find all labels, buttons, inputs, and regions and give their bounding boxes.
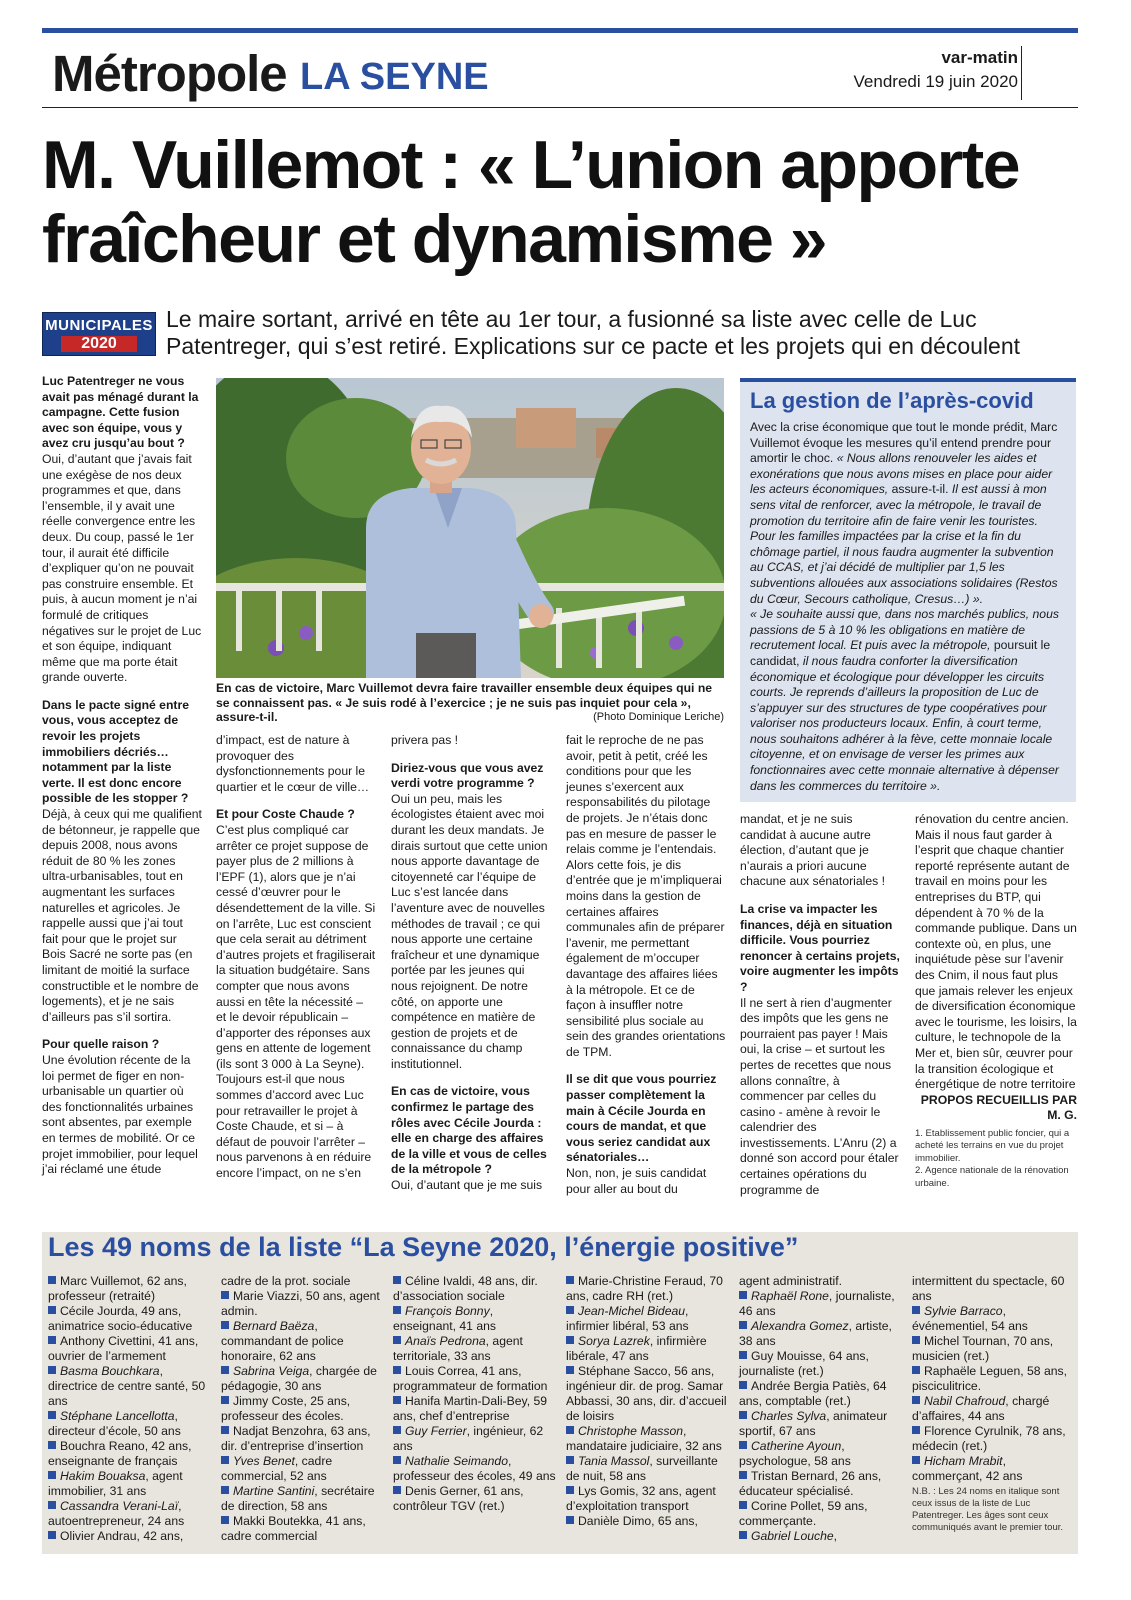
bullet-square-icon	[393, 1306, 401, 1314]
bullet-square-icon	[912, 1426, 920, 1434]
candidate-entry	[566, 1304, 732, 1334]
candidate-details: , événementiel, 54 ans	[912, 1304, 1028, 1333]
candidate-entry	[912, 1334, 1078, 1364]
box-attribution: poursuit le candidat,	[750, 638, 1051, 668]
candidate-entry	[221, 1514, 387, 1544]
candidate-details: , 25 ans, professeur des écoles.	[221, 1394, 351, 1423]
candidate-details: , surveillante de nuit, 58 ans	[566, 1454, 718, 1483]
bullet-square-icon	[48, 1531, 56, 1539]
column-3	[391, 733, 551, 1194]
caption-text: En cas de victoire, Marc Vuillemot devra faire travailler ensemble deux équipes qui ne se connaissent pas. « Je suis rodé à l’exercice ; je ne suis pas inquiet pour cela », assure-t-il.	[216, 681, 713, 725]
candidate-name: Marie-Christine Feraud	[578, 1274, 703, 1288]
candidate-name: Hakim Bouaksa	[60, 1469, 146, 1483]
candidate-details: , 56 ans, ingénieur dir. de prog. Samar Abbassi, 30 ans, dir. d’accueil de loisirs	[566, 1364, 727, 1423]
candidate-entry	[912, 1454, 1078, 1484]
candidate-details: , 62 ans, professeur (retraité)	[48, 1274, 187, 1303]
bullet-square-icon	[739, 1411, 747, 1419]
bullet-square-icon	[393, 1276, 401, 1284]
paper-name: var-matin	[941, 48, 1018, 67]
answer: Il ne sert à rien d’augmenter des impôts que les gens ne pourraient pas payer ! Mais oui, la crise – et surtout les pertes de recettes que nous allons connaître, à commencer par celles du casino - amène à revoir le calendrier des investissements. L’Anru (2) a donné son accord pour étaler certaines opérations du programme de	[740, 995, 899, 1197]
candidate-details: , chargé d’affaires, 44 ans	[912, 1394, 1050, 1423]
list-note: N.B. : Les 24 noms en italique sont ceux issus de la liste de Luc Patentreger. Les âges sont ceux communiqués avant le premier tour.	[912, 1486, 1064, 1533]
candidate-name: Raphaël Rone	[751, 1289, 829, 1303]
candidate-name: Danièle Dimo	[578, 1514, 652, 1528]
section-header	[42, 40, 1078, 108]
candidate-details: , 41 ans, ouvrier de l’armement	[48, 1334, 199, 1363]
answer: Une évolution récente de la loi permet de figer en non-urbanisable un quartier où des fonctionnalités urbaines sont absentes, par exemple en termes de mobilité. Or ce projet immobilier, pour lequel j’ai réclamé une étude	[42, 1052, 198, 1177]
candidate-entry	[912, 1304, 1078, 1334]
candidate-entry	[48, 1274, 214, 1304]
candidate-details: , chargée de pédagogie, 30 ans	[221, 1364, 377, 1393]
candidate-details: , agent territoriale, 33 ans	[393, 1334, 523, 1363]
candidate-details: , cadre commercial, 52 ans	[221, 1454, 333, 1483]
candidate-entry	[221, 1364, 387, 1394]
candidate-details: , ingénieur, 62 ans	[393, 1424, 544, 1453]
candidate-entry	[566, 1514, 732, 1529]
candidate-details: , 64 ans, comptable (ret.)	[739, 1379, 887, 1408]
candidate-entry	[393, 1274, 559, 1304]
candidate-entry	[566, 1334, 732, 1364]
candidate-name: Florence Cyrulnik	[924, 1424, 1019, 1438]
bullet-square-icon	[393, 1366, 401, 1374]
box-text	[750, 420, 1066, 794]
candidate-details: , infirmier libéral, 53 ans	[566, 1304, 689, 1333]
candidate-entry	[739, 1439, 905, 1469]
bullet-square-icon	[393, 1336, 401, 1344]
candidate-entry	[912, 1274, 1078, 1304]
candidate-entry	[566, 1274, 732, 1304]
candidate-name: Catherine Ayoun	[751, 1439, 842, 1453]
candidate-details: , 48 ans, dir. d’association sociale	[393, 1274, 538, 1303]
bullet-square-icon	[48, 1411, 56, 1419]
box-attribution: assure-t-il.	[891, 482, 949, 497]
section-name: Métropole	[52, 45, 287, 102]
candidate-details: , 41 ans, programmateur de formation	[393, 1364, 548, 1393]
bullet-square-icon	[739, 1321, 747, 1329]
bullet-square-icon	[221, 1366, 229, 1374]
candidate-entry	[739, 1349, 905, 1379]
candidate-name: Michel Tournan	[924, 1334, 1007, 1348]
candidate-details: , 70 ans, musicien (ret.)	[912, 1334, 1054, 1363]
candidate-entry	[566, 1454, 732, 1484]
bullet-square-icon	[739, 1441, 747, 1449]
candidate-name: Bernard Baëza	[233, 1319, 315, 1333]
candidate-name: Nathalie Seimando	[405, 1454, 508, 1468]
candidate-details: , 50 ans, agent admin.	[221, 1289, 380, 1318]
masthead-info	[854, 48, 1018, 92]
candidate-details: , 64 ans, journaliste (ret.)	[739, 1349, 869, 1378]
candidate-details: , infirmière libérale, 47 ans	[566, 1334, 707, 1363]
candidate-details: , professeur des écoles, 49 ans	[393, 1454, 556, 1483]
bullet-square-icon	[221, 1291, 229, 1299]
candidate-entry	[48, 1409, 214, 1439]
bullet-square-icon	[221, 1426, 229, 1434]
box-quote: Il est aussi à mon sens vital de renforcer, avec la métropole, le travail de promotion du territoire afin de faire venir les touristes. Pour les familles impactées par la crise et la fin du chômage partiel, il nous faudra augmenter la subvention au CCAS, et j’ai décidé de multiplier par 1,5 les subventions allouées aux associations solidaires (Restos du Cœur, Secours catholique, Cresus…) ».	[750, 482, 1058, 606]
candidate-entry	[221, 1289, 387, 1319]
bullet-square-icon	[221, 1396, 229, 1404]
candidate-column	[48, 1274, 214, 1544]
candidate-name: Olivier Andrau	[60, 1529, 137, 1543]
bullet-square-icon	[48, 1471, 56, 1479]
candidate-name: Sorya Lazrek	[578, 1334, 650, 1348]
bullet-square-icon	[912, 1336, 920, 1344]
photo-illustration	[216, 378, 724, 678]
column-4	[566, 733, 726, 1197]
candidate-entry	[739, 1274, 905, 1289]
candidate-name: Jimmy Coste	[233, 1394, 304, 1408]
candidate-entry	[221, 1319, 387, 1364]
candidate-details: , 41 ans, cadre commercial	[221, 1514, 366, 1543]
candidate-details: , animateur sportif, 67 ans	[739, 1409, 888, 1438]
candidate-entry	[739, 1529, 905, 1544]
candidate-details: cadre de la prot. sociale	[221, 1274, 351, 1288]
candidate-column	[739, 1274, 905, 1544]
candidate-details: , 42 ans, enseignante de français	[48, 1439, 192, 1468]
candidate-entry	[393, 1484, 559, 1514]
candidate-name: Marc Vuillemot	[60, 1274, 141, 1288]
answer: mandat, et je ne suis candidat à aucune autre élection, d’autant que je n’aurais a priori aucune chacune aux sénatoriales !	[740, 812, 885, 889]
candidate-entry	[48, 1499, 214, 1529]
candidate-name: Nadjat Benzohra	[233, 1424, 324, 1438]
box-quote: « Je souhaite aussi que, dans nos marchés publics, nous passions de 5 à 10 % les obligations en matière de recrutement local. Et puis avec la métropole,	[750, 607, 1059, 653]
candidate-entry	[393, 1424, 559, 1454]
candidate-name: Marie Viazzi	[233, 1289, 300, 1303]
answer: privera pas !	[391, 733, 459, 747]
bullet-square-icon	[566, 1276, 574, 1284]
bullet-square-icon	[739, 1471, 747, 1479]
candidate-details: , 58 ans, pisciculitrice.	[912, 1364, 1067, 1393]
bullet-square-icon	[221, 1321, 229, 1329]
photo-marc-vuillemot	[216, 378, 724, 678]
question: En cas de victoire, vous confirmez le partage des rôles avec Cécile Jourda : elle en charge des affaires de la ville et vous de celles de la métropole ?	[391, 1084, 547, 1177]
candidate-entry	[739, 1469, 905, 1499]
box-title: La gestion de l’après-covid	[750, 388, 1034, 413]
list-title: Les 49 noms de la liste “La Seyne 2020, l’énergie positive”	[48, 1232, 799, 1262]
candidate-entry	[393, 1304, 559, 1334]
candidate-details: , autoentrepreneur, 24 ans	[48, 1499, 185, 1528]
candidate-name: Sylvie Barraco	[924, 1304, 1003, 1318]
answer: rénovation du centre ancien. Mais il nous faut garder à l’esprit que chaque chantier reporté représente autant de travail en moins pour les entreprises du BTP, qui dépendent à 70 % de la commande publique. Dans un contexte où, en plus, une inquiétude pèse sur l’avenir des Cnim, il nous faut plus que jamais relever les enjeux de diversification économique avec le tourisme, les loisirs, la culture, le technopole de la Mer et, bien sûr, œuvrer pour la transition écologique et énergétique de notre territoire	[915, 812, 1077, 1092]
column-1	[42, 374, 202, 1178]
bullet-square-icon	[566, 1306, 574, 1314]
candidate-name: Anthony Civettini	[60, 1334, 152, 1348]
candidate-name: Bouchra Reano	[60, 1439, 145, 1453]
candidate-entry	[48, 1469, 214, 1499]
candidate-details: , commandant de police honoraire, 62 ans	[221, 1319, 344, 1363]
candidate-details: , enseignant, 41 ans	[393, 1304, 496, 1333]
candidate-name: Charles Sylva	[751, 1409, 827, 1423]
bullet-square-icon	[393, 1396, 401, 1404]
candidate-column	[912, 1274, 1078, 1534]
bullet-square-icon	[912, 1456, 920, 1464]
bullet-square-icon	[912, 1306, 920, 1314]
candidate-entry	[221, 1394, 387, 1424]
candidate-details: , 63 ans, dir. d’entreprise d’insertion	[221, 1424, 371, 1453]
candidate-details: , 49 ans, animatrice socio-éducative	[48, 1304, 193, 1333]
bullet-square-icon	[48, 1276, 56, 1284]
candidate-details: , 65 ans,	[651, 1514, 698, 1528]
candidate-details: agent administratif.	[739, 1274, 842, 1288]
candidate-name: Lys Gomis	[578, 1484, 636, 1498]
bullet-square-icon	[393, 1456, 401, 1464]
candidate-name: Gabriel Louche	[751, 1529, 834, 1543]
candidate-details: , agent immobilier, 31 ans	[48, 1469, 183, 1498]
candidate-entry	[393, 1334, 559, 1364]
bullet-square-icon	[393, 1486, 401, 1494]
candidate-entry	[912, 1364, 1078, 1394]
candidate-name: Andrée Bergia Patiès	[751, 1379, 867, 1393]
bullet-square-icon	[566, 1336, 574, 1344]
municipales-badge	[42, 312, 156, 356]
badge-year: 2020	[61, 336, 137, 352]
bullet-square-icon	[48, 1501, 56, 1509]
candidate-details: , commerçant, 42 ans	[912, 1454, 1023, 1483]
candidate-column	[566, 1274, 732, 1529]
candidate-name: Jean-Michel Bideau	[578, 1304, 686, 1318]
footnotes	[915, 1128, 1077, 1191]
candidate-entry	[48, 1439, 214, 1469]
candidate-name: Christophe Masson	[578, 1424, 683, 1438]
candidate-details: , directrice de centre santé, 50 ans	[48, 1364, 206, 1408]
candidate-details: intermittent du spectacle, 60 ans	[912, 1274, 1065, 1303]
bullet-square-icon	[912, 1396, 920, 1404]
candidate-details: , 78 ans, médecin (ret.)	[912, 1424, 1066, 1453]
question: La crise va impacter les finances, déjà en situation difficile. Vous pourriez renoncer à certains projets, voire augmenter les impôts ?	[740, 901, 900, 994]
candidate-entry	[739, 1409, 905, 1439]
candidate-name: Nabil Chafroud	[924, 1394, 1006, 1408]
candidate-entry	[912, 1424, 1078, 1454]
candidate-entry	[393, 1454, 559, 1484]
candidate-name: Hanifa Martin-Dali-Bey	[405, 1394, 527, 1408]
candidate-details: , psychologue, 58 ans	[739, 1439, 851, 1468]
candidate-entry	[393, 1364, 559, 1394]
candidate-name: Sabrina Veiga	[233, 1364, 310, 1378]
column-2	[216, 733, 376, 1182]
answer: Oui, d’autant que je me suis	[391, 1178, 543, 1193]
candidate-name: Louis Correa	[405, 1364, 475, 1378]
bullet-square-icon	[221, 1516, 229, 1524]
answer: Déjà, à ceux qui me qualifient de bétonneur, je rappelle que depuis 2008, nous avons réduit de 80 % les zones ultra-urbanisables, tout en augmentant les surfaces naturelles et agricoles. Je rappelle aussi que j’ai tout fait pour que le projet sur Bois Sacré ne sorte pas (en limitant de moitié la surface constructible et le nombre de logements), et je ne sais d’ailleurs pas s’il sortira.	[42, 807, 202, 1024]
question: Pour quelle raison ?	[42, 1037, 160, 1052]
candidate-name: Guy Ferrier	[405, 1424, 467, 1438]
answer: d’impact, est de nature à provoquer des dysfonctionnements pour le quartier et le cœur de ville…	[216, 733, 370, 794]
top-rule	[42, 28, 1078, 33]
bullet-square-icon	[221, 1486, 229, 1494]
byline: PROPOS RECUEILLIS PAR M. G.	[920, 1092, 1077, 1123]
box-quote: « Nous allons renouveler les aides et exonérations que nous avons mises en place pour aider les acteurs économiques,	[750, 451, 1053, 497]
candidate-name: François Bonny	[405, 1304, 490, 1318]
bullet-square-icon	[566, 1426, 574, 1434]
bullet-square-icon	[739, 1351, 747, 1359]
candidate-details: , 42 ans,	[136, 1529, 184, 1543]
candidate-entry	[48, 1364, 214, 1409]
bullet-square-icon	[739, 1291, 747, 1299]
candidate-details: , 61 ans, contrôleur TGV (ret.)	[393, 1484, 524, 1513]
candidate-details: , 26 ans, éducateur spécialisé.	[739, 1469, 882, 1498]
issue-date: Vendredi 19 juin 2020	[853, 72, 1018, 91]
answer: Oui un peu, mais les écologistes étaient avec moi durant les deux mandats. Je dirais surtout que cette union nous apporte davantage de citoyenneté car l’équipe de Luc s’est lancée dans l’aventure avec de nouvelles méthodes de travail ; ce qui nous apporte une certaine fraîcheur et une dynamique portée par les jeunes qui nous rejoignent. De notre côté, on apporte une compétence en matière de gestion de projets et de connaissance du champ institutionnel.	[391, 791, 548, 1071]
candidate-entry	[221, 1484, 387, 1514]
candidate-entry	[48, 1334, 214, 1364]
candidate-details: , 70 ans, cadre RH (ret.)	[566, 1274, 723, 1303]
candidate-name: Yves Benet	[233, 1454, 295, 1468]
candidate-name: Tristan Bernard	[751, 1469, 835, 1483]
candidate-entry	[566, 1364, 732, 1424]
candidate-entry	[912, 1394, 1078, 1424]
candidate-name: Stéphane Sacco	[578, 1364, 668, 1378]
column-5	[740, 812, 900, 1198]
candidate-entry	[393, 1394, 559, 1424]
bullet-square-icon	[48, 1366, 56, 1374]
header-divider	[1021, 46, 1023, 100]
answer: Oui, d’autant que j’avais fait une exégèse de nos deux programmes et que, dans l’ensemble, il y avait une réelle convergence entre les deux. Du coup, passé le 1er tour, il aurait été difficile d’expliquer qu’on ne pouvait pas construire ensemble. Et puis, à aucun moment je n’ai formulé de critiques négatives sur le projet de Luc et son équipe, indiquant même que ma porte était grande ouverte.	[42, 451, 202, 685]
candidate-name: Denis Gerner	[405, 1484, 477, 1498]
candidate-details: , 32 ans, agent d’exploitation transport	[566, 1484, 716, 1513]
candidate-entry	[566, 1484, 732, 1514]
candidate-details: , mandataire judiciaire, 32 ans	[566, 1424, 722, 1453]
headline: M. Vuillemot : « L’union apporte fraîcheur et dynamisme »	[42, 127, 1020, 277]
candidate-name: Stéphane Lancellotta	[60, 1409, 175, 1423]
bullet-square-icon	[48, 1441, 56, 1449]
bullet-square-icon	[48, 1336, 56, 1344]
candidate-name: Anaïs Pedrona	[405, 1334, 486, 1348]
candidate-name: Cassandra Verani-Laï	[60, 1499, 179, 1513]
candidate-details: ,	[833, 1529, 838, 1543]
candidate-entry	[739, 1499, 905, 1529]
answer: fait le reproche de ne pas avoir, petit à petit, créé les conditions pour que les jeunes s’exercent aux responsabilités du pilotage de projets. Je n’étais donc pas en mesure de passer le relais comme je l’entendais. Alors cette fois, je dis d’entrée que je m’impliquerai moins dans la gestion de certaines affaires communales afin de préparer l’avenir, me permettant également de m’occuper davantage des affaires liées à la métropole. Et ce de façon à insuffler notre sensibilité plus sociale au sein des grandes orientations de TPM.	[566, 733, 726, 1059]
candidate-details: , secrétaire de direction, 58 ans	[221, 1484, 375, 1513]
question: Il se dit que vous pourriez passer complètement la main à Cécile Jourda en cours de mandat, et que vous seriez candidat aux sénatoriales…	[566, 1072, 717, 1165]
candidate-name: Martine Santini	[233, 1484, 315, 1498]
bullet-square-icon	[912, 1366, 920, 1374]
candidate-details: , artiste, 38 ans	[739, 1319, 892, 1348]
candidate-entry	[48, 1304, 214, 1334]
box-intro: Avec la crise économique que tout le monde prédit, Marc Vuillemot évoque les mesures qu’il entend prendre pour amortir le choc.	[750, 420, 1058, 466]
covid-sidebar-box	[740, 378, 1076, 802]
lede: Le maire sortant, arrivé en tête au 1er tour, a fusionné sa liste avec celle de Luc Patentreger, qui s’est retiré. Explications sur ce pacte et les projets qui en découlent	[166, 306, 1021, 359]
badge-label: MUNICIPALES	[45, 317, 153, 334]
candidate-entry	[221, 1274, 387, 1289]
candidate-name: Alexandra Gomez	[751, 1319, 849, 1333]
answer: Non, non, je suis candidat pour aller au bout du	[566, 1166, 707, 1196]
photo-caption	[216, 681, 724, 725]
footnote: 2. Agence nationale de la rénovation urbaine.	[915, 1165, 1069, 1189]
photo-credit: (Photo Dominique Leriche)	[593, 711, 724, 724]
candidate-name: Cécile Jourda	[60, 1304, 135, 1318]
column-6	[915, 812, 1077, 1190]
candidate-entry	[221, 1454, 387, 1484]
bullet-square-icon	[393, 1426, 401, 1434]
candidate-entry	[48, 1529, 214, 1544]
candidate-details: , 59 ans, commerçante.	[739, 1499, 868, 1528]
bullet-square-icon	[566, 1456, 574, 1464]
bullet-square-icon	[739, 1381, 747, 1389]
candidate-entry	[221, 1424, 387, 1454]
candidate-list-panel	[42, 1232, 1078, 1554]
bullet-square-icon	[566, 1486, 574, 1494]
question: Diriez-vous que vous avez verdi votre programme ?	[391, 760, 544, 791]
candidate-name: Guy Mouisse	[751, 1349, 823, 1363]
question: Dans le pacte signé entre vous, vous acceptez de revoir les projets immobiliers décriés… notamment par la liste verte. Il est donc encore possible de les stopper ?	[42, 697, 189, 806]
candidate-name: Tania Massol	[578, 1454, 650, 1468]
candidate-details: , journaliste, 46 ans	[739, 1289, 895, 1318]
question: Et pour Coste Chaude ?	[216, 807, 355, 822]
candidate-column	[221, 1274, 387, 1544]
bullet-square-icon	[566, 1366, 574, 1374]
candidate-name: Hicham Mrabit	[924, 1454, 1003, 1468]
candidate-details: , directeur d’école, 50 ans	[48, 1409, 181, 1438]
candidate-details: , 59 ans, chef d’entreprise	[393, 1394, 548, 1423]
candidate-name: Corine Pollet	[751, 1499, 821, 1513]
candidate-name: Raphaële Leguen	[924, 1364, 1021, 1378]
candidate-name: Céline Ivaldi	[405, 1274, 472, 1288]
bullet-square-icon	[566, 1516, 574, 1524]
candidate-name: Makki Boutekka	[233, 1514, 320, 1528]
question: Luc Patentreger ne vous avait pas ménagé durant la campagne. Cette fusion avec son équipe, vous y avez cru jusqu’au bout ?	[42, 374, 199, 451]
candidate-entry	[566, 1424, 732, 1454]
town-name: LA SEYNE	[300, 56, 489, 98]
candidate-entry	[739, 1379, 905, 1409]
candidate-entry	[739, 1319, 905, 1349]
bullet-square-icon	[739, 1531, 747, 1539]
box-quote: il nous faudra conforter la diversification économique et écologique pour développer les circuits courts. Je reprends d’ailleurs la proposition de Luc de s’appuyer sur des structures de type coopératives pour valoriser nos producteurs locaux. Enfin, à court terme, nous souhaitons adhérer à la fève, cette monnaie locale citoyenne, et on envisage de verser les primes aux fonctionnaires avec cette monnaie alternative à dépenser dans les commerces du territoire ».	[750, 653, 1059, 793]
bullet-square-icon	[48, 1306, 56, 1314]
bullet-square-icon	[739, 1501, 747, 1509]
candidate-name: Basma Bouchkara	[60, 1364, 160, 1378]
answer: C’est plus compliqué car arrêter ce projet suppose de payer plus de 2 millions à l’EPF (1), alors que je n’ai cessé d’œuvrer pour le désendettement de la ville. Si on l’arrête, Luc est conscient que cela serait au détriment d’autres projets et fragiliserait la situation budgétaire. Sans compter que nous avons aussi en tête la nécessité – et le devoir républicain – d’apporter des réponses aux gens en attente de logement (ils sont 3 000 à La Seyne). Toujours est-il que nous sommes d’accord avec Luc pour retravailler le projet à Coste Chaude, et si – à défaut de pouvoir l’arrêter – nous parvenons à en réduire encore l’impact, on ne s’en	[216, 822, 376, 1181]
candidate-column	[393, 1274, 559, 1514]
bullet-square-icon	[221, 1456, 229, 1464]
candidate-entry	[739, 1289, 905, 1319]
footnote: 1. Etablissement public foncier, qui a acheté les terrains en vue du projet immobilier.	[915, 1127, 1070, 1164]
